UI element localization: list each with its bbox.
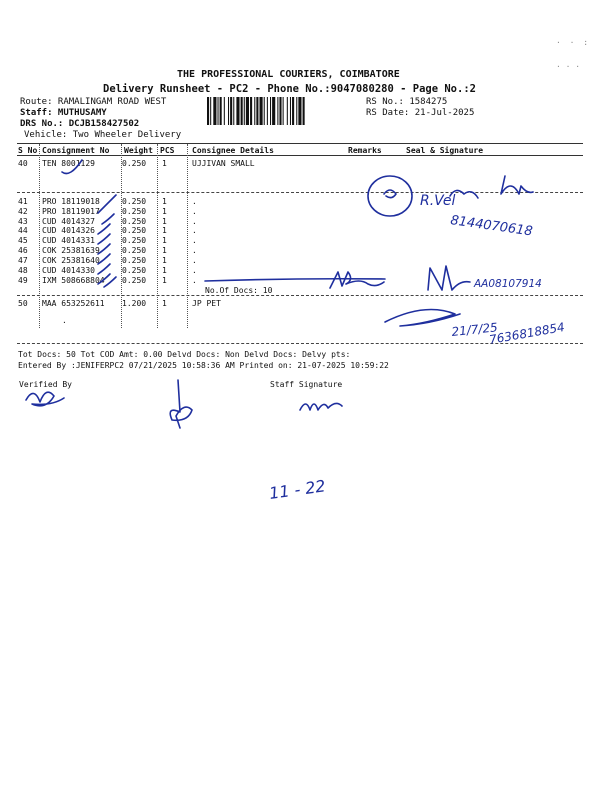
row-consignment: CUD 4014330 [42,266,95,275]
handwritten-time: 11 - 22 [267,476,327,503]
runsheet-subtitle: Delivery Runsheet - PC2 - Phone No.:9047080280 - Page No.:2 [103,83,476,95]
row-consignment: CUD 4014331 [42,236,95,245]
row-consignment: TEN 8001129 [42,159,95,168]
row-consignee: JP PET [192,299,221,308]
row-consignee: . [192,266,197,275]
row-consignee: . [192,256,197,265]
row-pcs: 1 [162,236,167,245]
col-remarks: Remarks [348,146,382,155]
row-consignment: IXM 508668804 [42,276,105,285]
middle-signature [170,380,192,428]
row-sno: 42 [18,207,28,216]
col-sno: S No [18,146,38,155]
tick-mark [98,264,110,274]
row-consignee: . [192,226,197,235]
tick-mark [98,195,116,213]
row-weight: 0.250 [122,217,147,226]
route-label: Route: RAMALINGAM ROAD WEST [20,97,167,107]
col-weight: Weight [124,146,153,155]
stamp-mark [384,190,396,198]
rs-date: RS Date: 21-Jul-2025 [366,108,475,118]
row-consignment: CUD 4014327 [42,217,95,226]
row-sno: 50 [18,299,28,308]
row-consignee: . [192,217,197,226]
row-pcs: 1 [162,246,167,255]
tick-mark [102,214,114,224]
tick-mark [98,224,110,234]
row-weight: 0.250 [122,226,147,235]
rs-number: RS No.: 1584275 [366,97,448,107]
row-consignment: PRO 18119017 [42,207,100,216]
scan-specks: · · : [556,38,591,47]
row-sno: 46 [18,246,28,255]
row-sno: 45 [18,236,28,245]
verified-signature [26,392,64,406]
col-pcs: PCS [160,146,175,155]
signature-scribble [501,176,533,194]
row-weight: 0.250 [122,197,147,206]
staff-signature [300,403,342,410]
circle-stamp [368,176,412,216]
handwritten-name: R.Vel [420,193,456,209]
row-consignee: . [192,276,197,285]
entered-by-line: Entered By :JENIFERPC2 07/21/2025 10:58:36 AM Printed on: 21-07-2025 10:59:22 [18,361,389,370]
staff-signature-label: Staff Signature [270,380,343,389]
row-pcs: 1 [162,217,167,226]
row-sno: 43 [18,217,28,226]
row-consignment: COK 25381639 [42,246,100,255]
row-weight: 0.250 [122,266,147,275]
row-consignee: . [192,246,197,255]
row-weight: 0.250 [122,236,147,245]
row-pcs: 1 [162,256,167,265]
row-sno: 47 [18,256,28,265]
scan-specks-2: · · · [556,62,581,71]
handwritten-id: AA08107914 [474,278,542,290]
col-consignee: Consignee Details [192,146,274,155]
row-consignment: CUD 4014326 [42,226,95,235]
row-weight: 0.250 [122,256,147,265]
row-weight: 0.250 [122,246,147,255]
row-sno: 40 [18,159,28,168]
row-consignee: UJJIVAN SMALL [192,159,255,168]
row-sno: 49 [18,276,28,285]
row-consignee: . [192,197,197,206]
handwritten-phone-2: 7636818854 [488,319,566,347]
signature-scribble [330,272,384,288]
dot-mark: . [62,316,67,325]
tick-mark [62,160,82,174]
tick-mark [98,244,110,254]
tick-mark [98,274,110,284]
row-pcs: 1 [162,207,167,216]
col-seal: Seal & Signature [406,146,484,155]
row-pcs: 1 [162,299,167,308]
totals-line: Tot Docs: 50 Tot COD Amt: 0.00 Delvd Docs: Non Delvd Docs: Delvy pts: [18,350,351,359]
row-consignment: COK 25381640 [42,256,100,265]
tick-mark [98,234,110,244]
row-pcs: 1 [162,266,167,275]
row-consignee: . [192,236,197,245]
row-sno: 44 [18,226,28,235]
signature-scribble [428,266,470,290]
group-doc-count: No.Of Docs: 10 [205,286,273,295]
col-consignment: Consignment No [42,146,110,155]
company-title: THE PROFESSIONAL COURIERS, COIMBATORE [177,69,400,80]
staff-label: Staff: MUTHUSAMY [20,108,107,118]
drs-label: DRS No.: DCJB158427502 [20,119,140,129]
row-pcs: 1 [162,159,167,168]
signature-scribble [385,310,460,327]
row-pcs: 1 [162,197,167,206]
row-weight: 0.250 [122,159,147,168]
handwritten-date: 21/7/25 [450,320,499,339]
row-weight: 1.200 [122,299,147,308]
row-sno: 41 [18,197,28,206]
vehicle-label: Vehicle: Two Wheeler Delivery [24,130,182,140]
row-consignment: PRO 18119018 [42,197,100,206]
row-weight: 0.250 [122,207,147,216]
row-pcs: 1 [162,276,167,285]
row-consignment: MAA 653252611 [42,299,105,308]
row-sno: 48 [18,266,28,275]
row-weight: 0.250 [122,276,147,285]
verified-by-label: Verified By [19,380,72,389]
row-consignee: . [192,207,197,216]
handwritten-phone: 8144070618 [449,213,534,240]
row-pcs: 1 [162,226,167,235]
tick-mark [98,254,110,264]
